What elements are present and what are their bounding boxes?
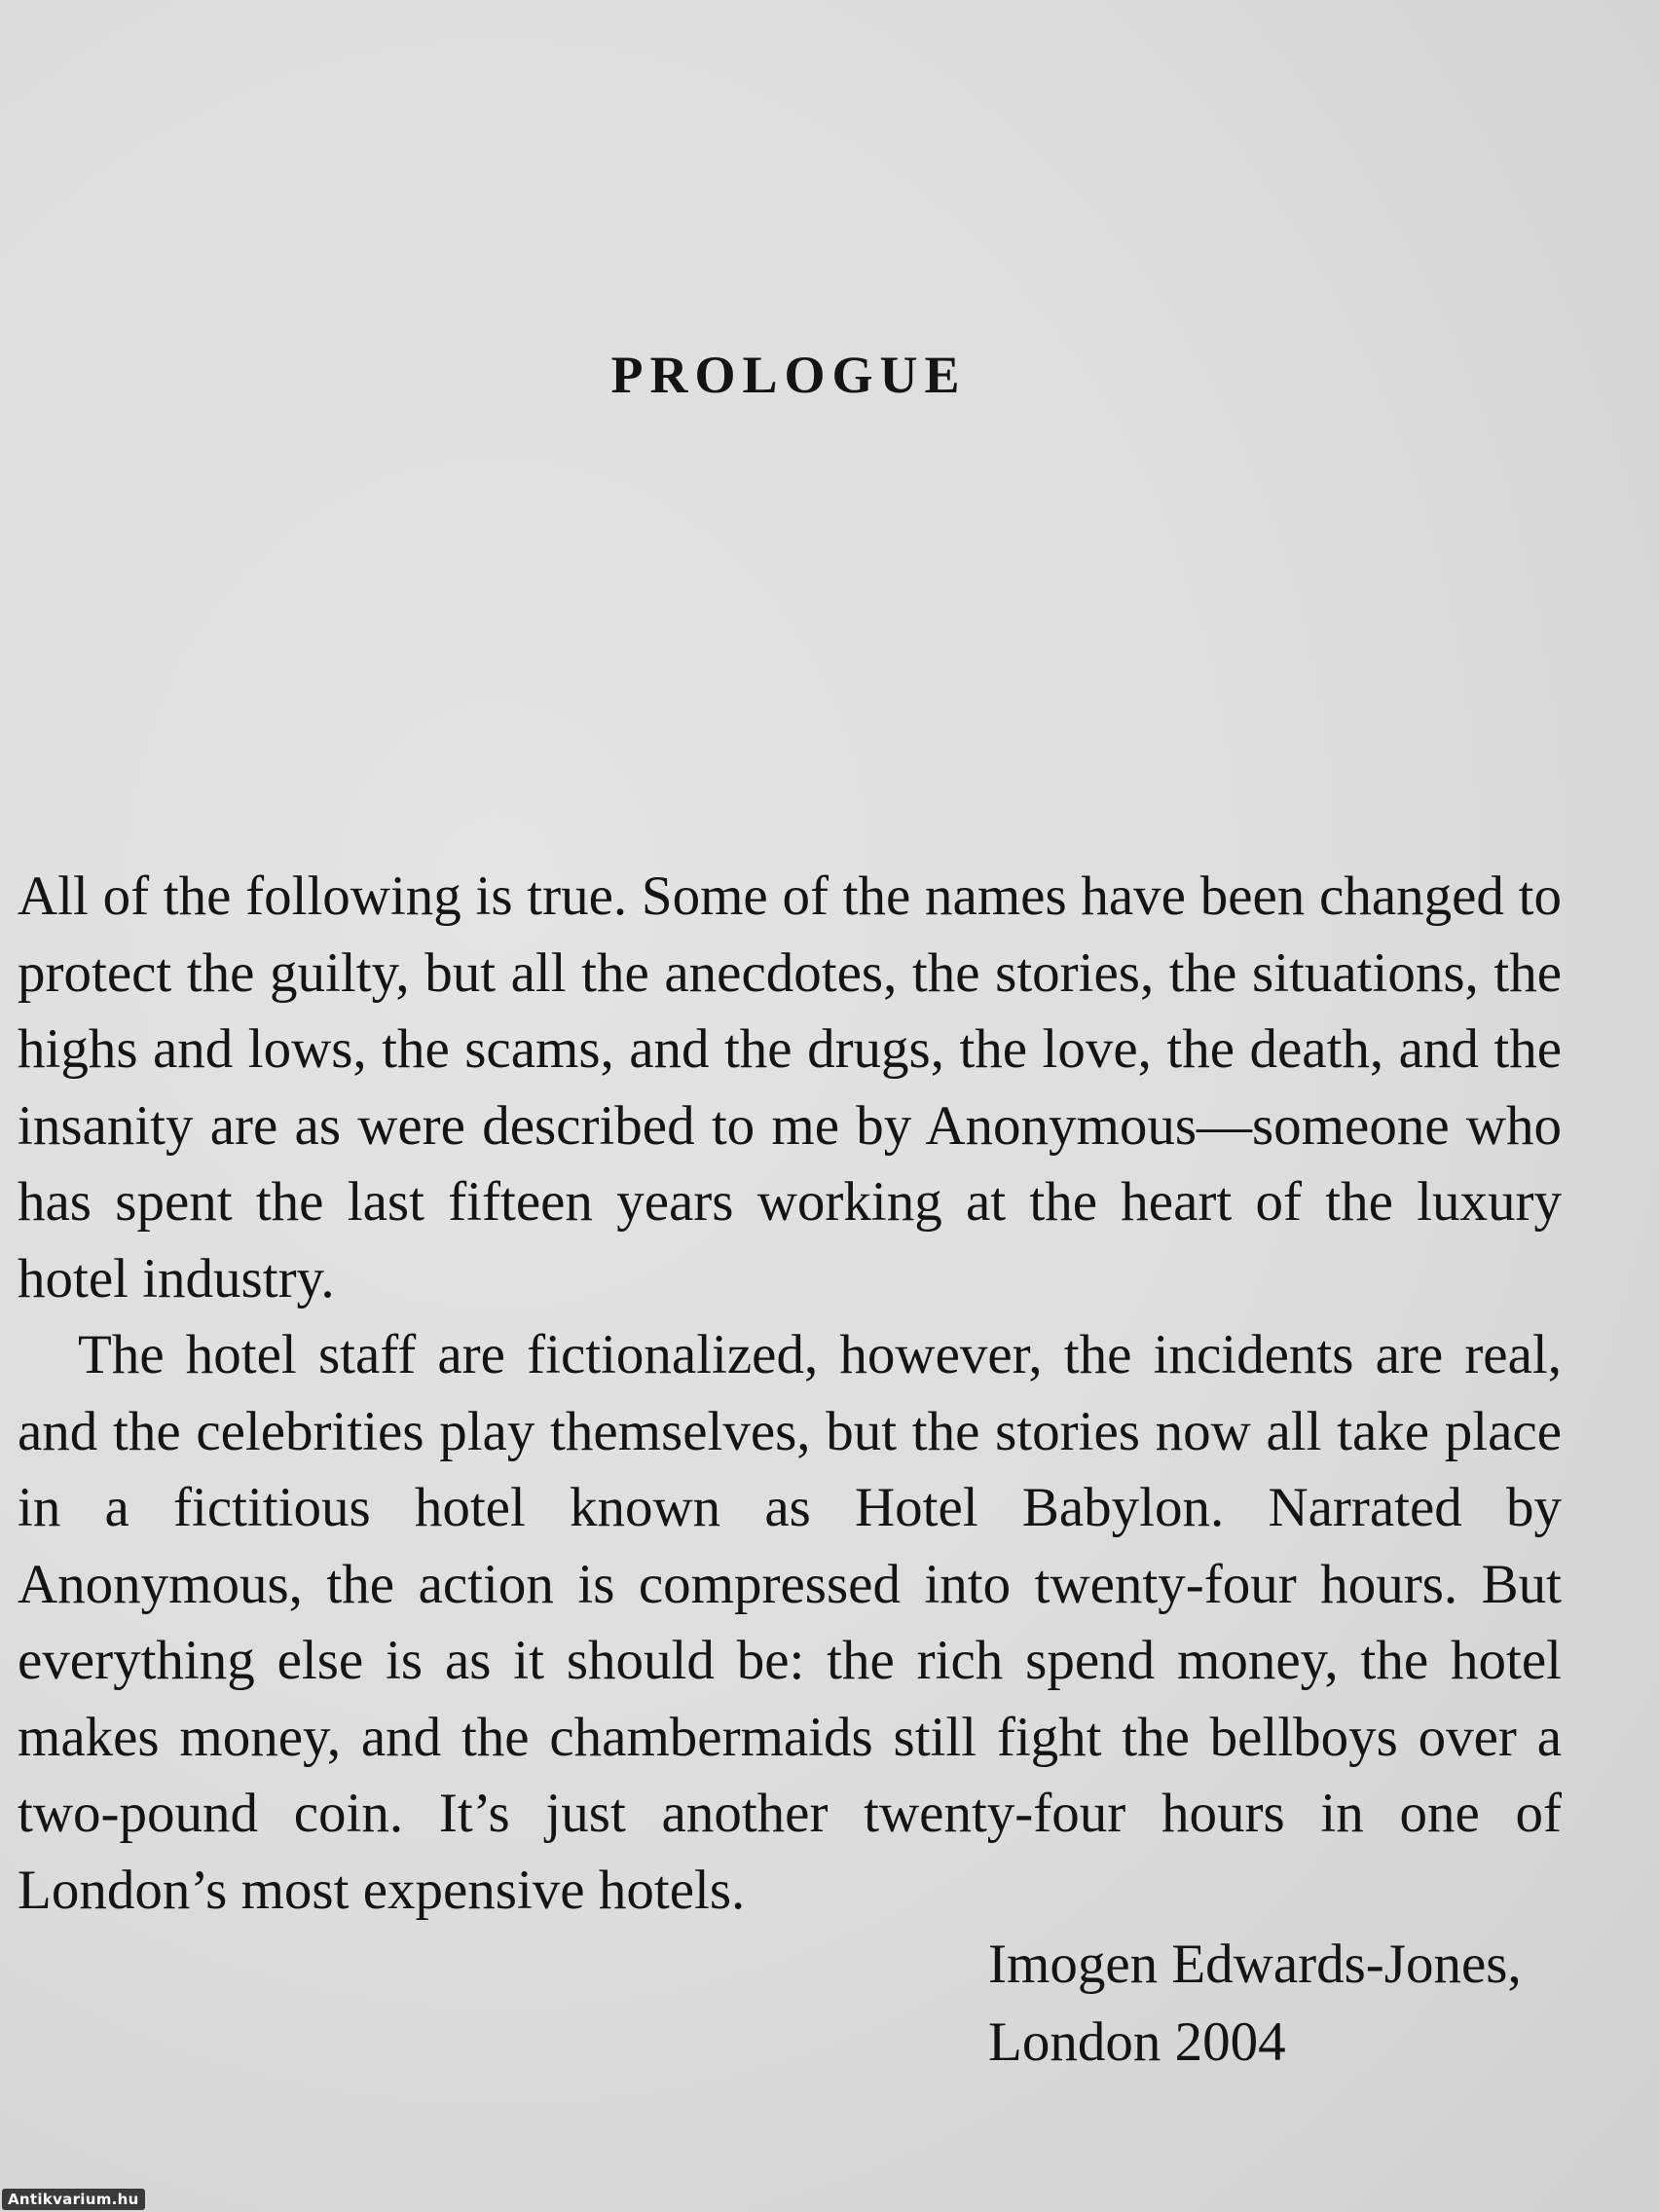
signature-block <box>988 1926 1522 2082</box>
signature-place-date: London 2004 <box>988 2011 1286 2073</box>
prologue-body <box>18 859 1562 1929</box>
paragraph-2: The hotel staff are fictionalized, however, the incidents are real, and the celebrities play themselves, but the stories now all take place in a fictitious hotel known as Hotel Babylon. Narrated by Anonymous, the action is compressed into twenty-four hours. But everything else is as it should be: the rich spend money, the hotel makes money, and the chambermaids still fight the bellboys over a two-pound coin. It’s just another twenty-four hours in one of London’s most expensive hotels. <box>18 1324 1562 1921</box>
signature-author: Imogen Edwards-Jones, <box>988 1934 1522 1995</box>
chapter-title: PROLOGUE <box>610 346 967 405</box>
watermark-logo: Antikvarium.hu <box>2 2189 145 2210</box>
paragraph-1: All of the following is true. Some of the names have been changed to protect the guilty, but all the anecdotes, the stories, the situations, the highs and lows, the scams, and the drugs, the love, the death, and the insanity are as were described to me by Anonymous—someone who has spent the last fifteen years working at the heart of the luxury hotel industry. <box>18 866 1562 1309</box>
